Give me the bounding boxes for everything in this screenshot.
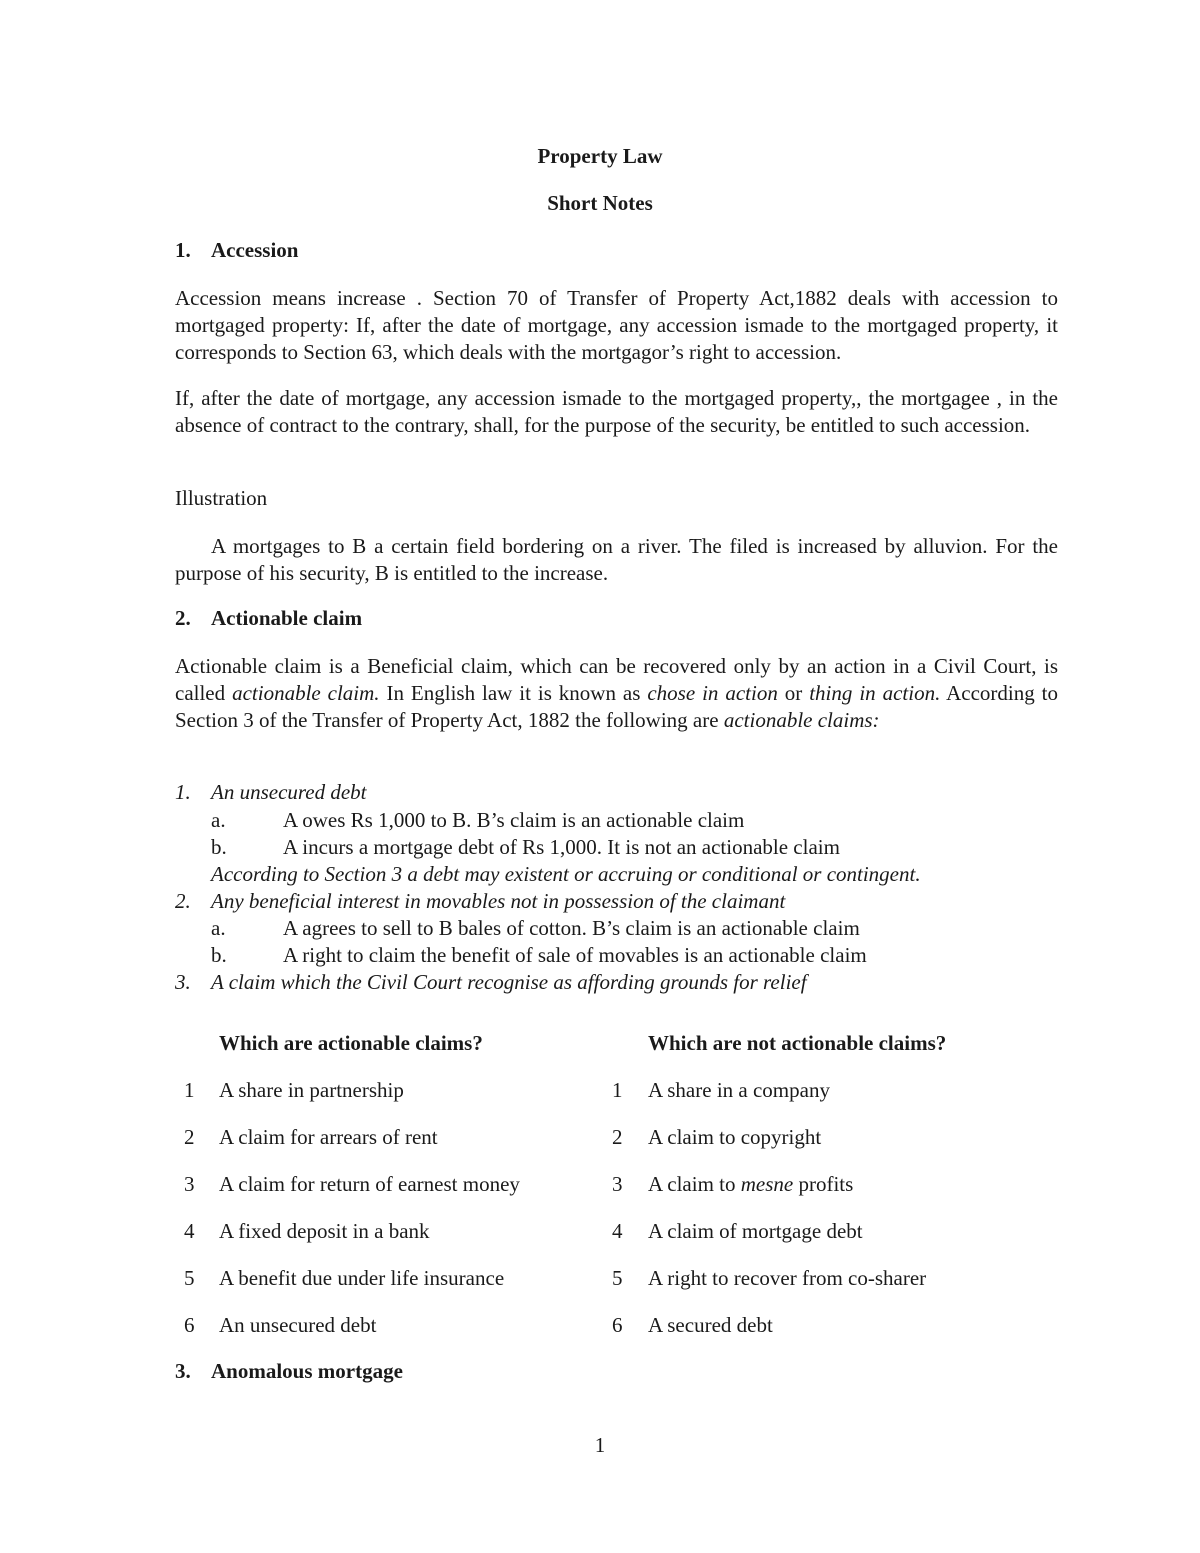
sub-item-text: A agrees to sell to B bales of cotton. B’s claim is an actionable claim bbox=[283, 916, 860, 940]
list-item-text: A claim which the Civil Court recognise as affording grounds for relief bbox=[211, 970, 807, 994]
sub-item-text: A incurs a mortgage debt of Rs 1,000. It is not an actionable claim bbox=[283, 835, 840, 859]
table-cell-actionable: A claim for arrears of rent bbox=[219, 1125, 438, 1149]
table-cell-actionable: A benefit due under life insurance bbox=[219, 1266, 505, 1290]
section-title: Actionable claim bbox=[211, 606, 363, 630]
section-heading-actionable-claim bbox=[175, 606, 362, 631]
text-run-italic: actionable claims: bbox=[723, 708, 880, 732]
row-number: 1 bbox=[612, 1078, 623, 1102]
row-number: 1 bbox=[184, 1078, 195, 1102]
row-number: 5 bbox=[184, 1266, 195, 1290]
table-cell-actionable: A claim for return of earnest money bbox=[219, 1172, 520, 1196]
text-run: In English law it is known as bbox=[379, 681, 648, 705]
sub-item-text: A owes Rs 1,000 to B. B’s claim is an actionable claim bbox=[283, 808, 745, 832]
table-cell-not-actionable bbox=[648, 1172, 853, 1197]
text-run-italic: mesne bbox=[740, 1172, 794, 1196]
table-cell-not-actionable: A right to recover from co-sharer bbox=[648, 1266, 927, 1290]
sub-item-letter: a. bbox=[211, 916, 226, 940]
table-cell-actionable: A share in partnership bbox=[219, 1078, 404, 1102]
document-subtitle: Short Notes bbox=[547, 191, 653, 215]
section-title: Anomalous mortgage bbox=[211, 1359, 403, 1383]
section-number: 2. bbox=[175, 606, 191, 630]
list-number: 1. bbox=[175, 780, 191, 804]
text-run: profits bbox=[793, 1172, 854, 1196]
row-number: 2 bbox=[612, 1125, 623, 1149]
table-cell-actionable: An unsecured debt bbox=[219, 1313, 377, 1337]
table-cell-not-actionable: A secured debt bbox=[648, 1313, 773, 1337]
table-cell-actionable: A fixed deposit in a bank bbox=[219, 1219, 430, 1243]
accession-paragraph-1: Accession means increase . Section 70 of Transfer of Property Act,1882 deals with accession to mortgaged property: If, after the date of mortgage, any accession ismade to the mortgaged property, it corresponds to Section 63, which deals with the mortgagor’s right to accession. bbox=[175, 286, 1058, 364]
section-number: 1. bbox=[175, 238, 191, 262]
section-heading-anomalous-mortgage bbox=[175, 1359, 403, 1384]
list-number: 2. bbox=[175, 889, 191, 913]
list-note: According to Section 3 a debt may existent or accruing or conditional or contingent. bbox=[211, 862, 921, 886]
list-item bbox=[175, 780, 191, 805]
row-number: 6 bbox=[184, 1313, 195, 1337]
section-heading-accession bbox=[175, 238, 299, 263]
sub-item-letter: b. bbox=[211, 943, 227, 967]
list-item-text: An unsecured debt bbox=[211, 780, 367, 804]
table-header-not-actionable: Which are not actionable claims? bbox=[648, 1031, 947, 1055]
table-cell-not-actionable: A share in a company bbox=[648, 1078, 830, 1102]
page-number: 1 bbox=[594, 1433, 606, 1457]
sub-item-letter: a. bbox=[211, 808, 226, 832]
text-run: or bbox=[777, 681, 810, 705]
row-number: 3 bbox=[184, 1172, 195, 1196]
actionable-claim-paragraph bbox=[175, 653, 1058, 734]
row-number: 2 bbox=[184, 1125, 195, 1149]
list-number: 3. bbox=[175, 970, 191, 994]
row-number: 6 bbox=[612, 1313, 623, 1337]
section-number: 3. bbox=[175, 1359, 191, 1383]
text-run: A claim to bbox=[648, 1172, 741, 1196]
illustration-text: A mortgages to B a certain field bordering on a river. The filed is increased by alluvion. For the purpose of his security, B is entitled to the increase. bbox=[175, 534, 1058, 585]
illustration-label: Illustration bbox=[175, 486, 268, 510]
table-cell-not-actionable: A claim of mortgage debt bbox=[648, 1219, 863, 1243]
list-item-text: Any beneficial interest in movables not in possession of the claimant bbox=[211, 889, 786, 913]
text-run-italic: chose in action bbox=[647, 681, 778, 705]
table-header-actionable: Which are actionable claims? bbox=[219, 1031, 483, 1055]
section-title: Accession bbox=[211, 238, 299, 262]
text-run-italic: actionable claim. bbox=[232, 681, 380, 705]
text-run: Actionable claim is a Beneficial claim, which can be recovered only by an action in a Civil Court, is called bbox=[175, 654, 1058, 705]
row-number: 4 bbox=[612, 1219, 623, 1243]
row-number: 4 bbox=[184, 1219, 195, 1243]
sub-item-text: A right to claim the benefit of sale of movables is an actionable claim bbox=[283, 943, 867, 967]
document-title: Property Law bbox=[537, 144, 663, 168]
text-run: According to Section 3 of the Transfer of Property Act, 1882 the following are bbox=[175, 681, 1059, 732]
row-number: 5 bbox=[612, 1266, 623, 1290]
accession-paragraph-2: If, after the date of mortgage, any accession ismade to the mortgaged property,, the mortgagee , in the absence of contract to the contrary, shall, for the purpose of the security, be entitled to such accession. bbox=[175, 386, 1058, 437]
table-cell-not-actionable: A claim to copyright bbox=[648, 1125, 822, 1149]
row-number: 3 bbox=[612, 1172, 623, 1196]
sub-item-letter: b. bbox=[211, 835, 227, 859]
text-run-italic: thing in action. bbox=[809, 681, 941, 705]
